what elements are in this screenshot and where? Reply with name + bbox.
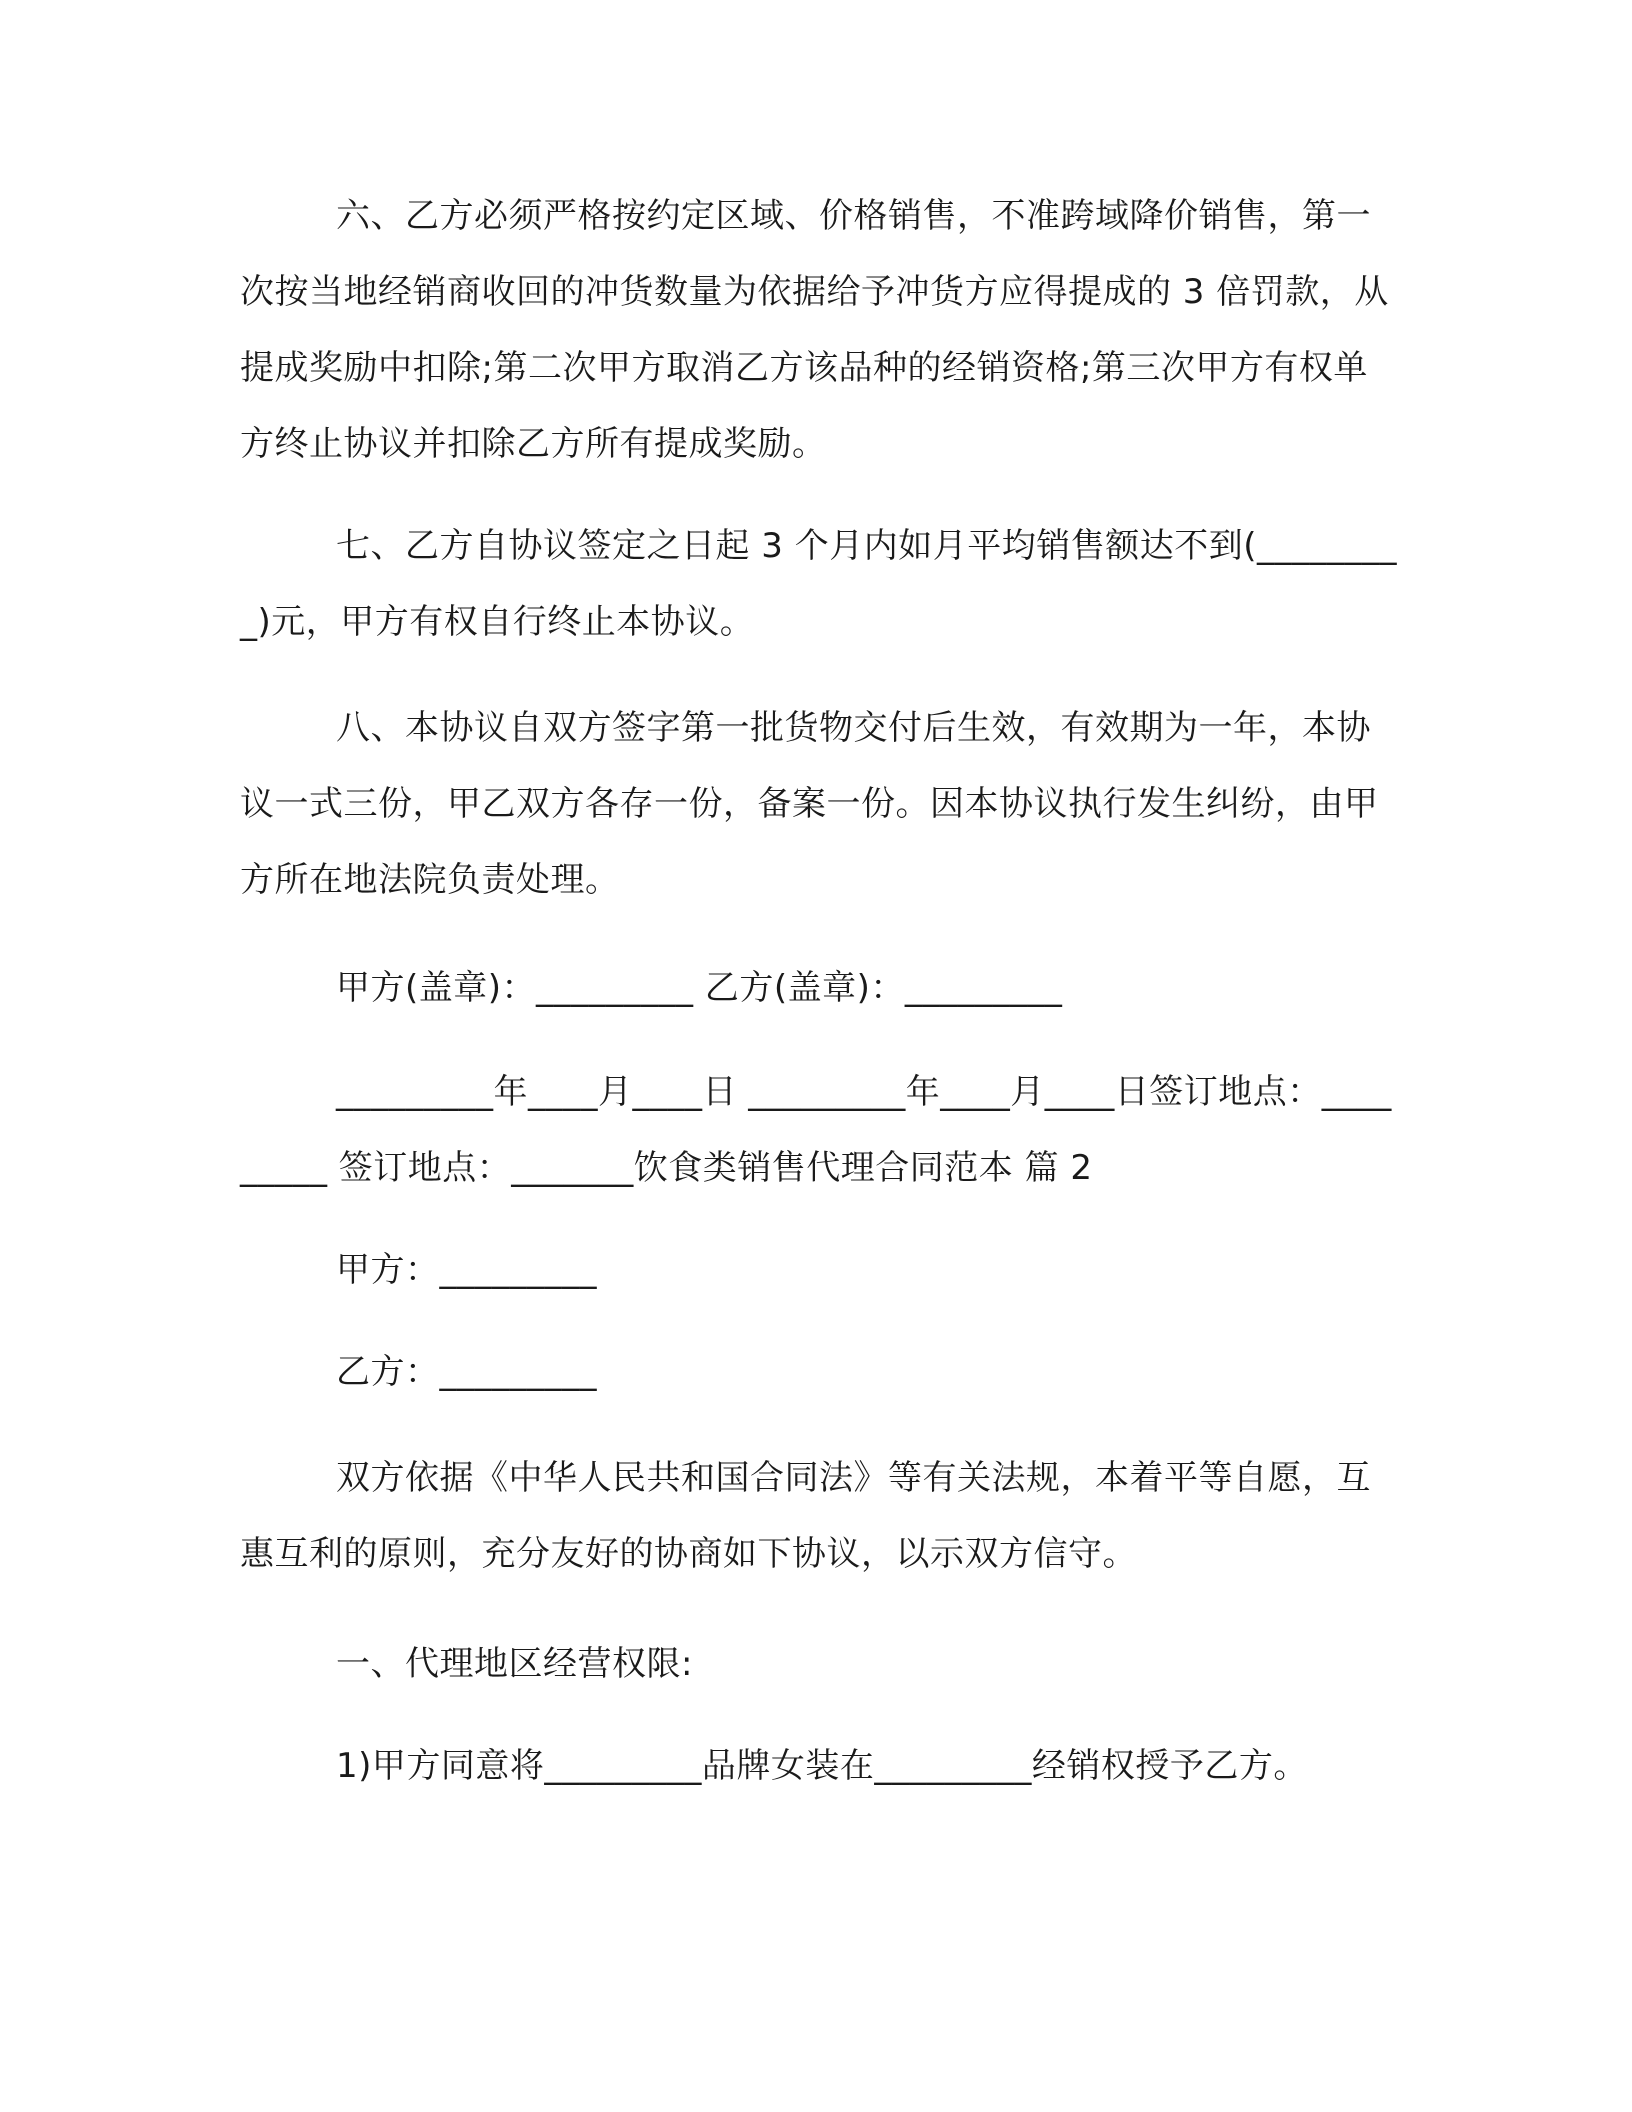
preamble-paragraph: 双方依据《中华人民共和国合同法》等有关法规，本着平等自愿，互惠互利的原则，充分友好的协商如下协议，以示双方信守。: [240, 1458, 1371, 1574]
item-1-paragraph: 1)甲方同意将_________品牌女装在_________经销权授予乙方。: [336, 1746, 1308, 1786]
clause-7-paragraph: 七、乙方自协议签定之日起 3 个月内如月平均销售额达不到(_________)元，甲方有权自行终止本协议。: [240, 526, 1398, 642]
date-place-line: _________年____月____日 _________年____月____日签订地点：_________ 签订地点：_______饮食类销售代理合同范本 篇 2: [240, 1072, 1392, 1188]
section-1-heading: 一、代理地区经营权限:: [336, 1644, 693, 1684]
party-b-line: 乙方：_________: [336, 1352, 597, 1392]
clause-6-paragraph: 六、乙方必须严格按约定区域、价格销售，不准跨域降价销售，第一次按当地经销商收回的冲货数量为依据给予冲货方应得提成的 3 倍罚款，从提成奖励中扣除;第二次甲方取消乙方该品种的经销资格;第三次甲方有权单方终止协议并扣除乙方所有提成奖励。: [240, 196, 1389, 464]
seal-signature-line: 甲方(盖章)：_________ 乙方(盖章)：_________: [336, 968, 1063, 1008]
clause-8-paragraph: 八、本协议自双方签字第一批货物交付后生效，有效期为一年，本协议一式三份，甲乙双方各存一份，备案一份。因本协议执行发生纠纷，由甲方所在地法院负责处理。: [240, 708, 1379, 900]
party-a-line: 甲方：_________: [336, 1250, 597, 1290]
